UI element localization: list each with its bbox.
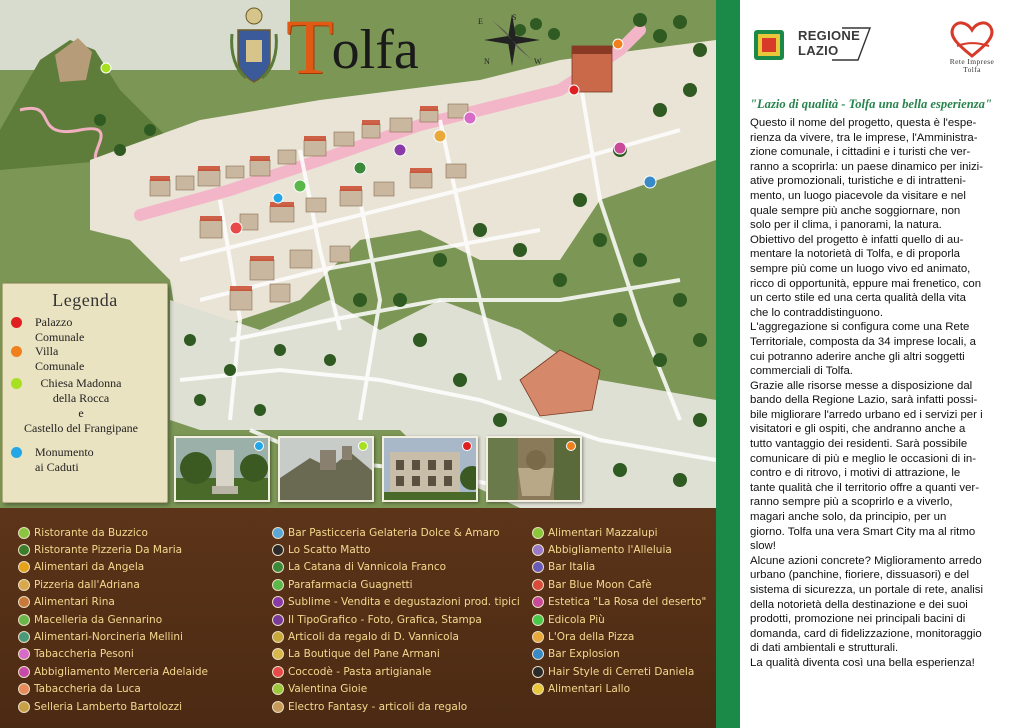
business-name: Selleria Lamberto Bartolozzi bbox=[34, 700, 183, 713]
business-name: Bar Explosion bbox=[548, 648, 620, 661]
regione-lazio-logo[interactable] bbox=[752, 26, 876, 62]
article-line: sistema di sicurezza, un portale di rete, analisi bbox=[750, 584, 983, 596]
rete-name-line1: Rete Imprese bbox=[949, 57, 995, 66]
green-divider-bar bbox=[716, 0, 740, 728]
legend-title: Legenda bbox=[52, 290, 118, 310]
tolfa-crest-icon bbox=[228, 4, 280, 86]
business-category-icon bbox=[272, 544, 284, 556]
business-name: Tabaccheria Pesoni bbox=[34, 648, 134, 661]
business-item[interactable] bbox=[532, 628, 706, 645]
article-line: bando della Regione Lazio, sarà infatti possi- bbox=[750, 394, 978, 407]
business-item[interactable] bbox=[18, 594, 208, 611]
business-name: L'Ora della Pizza bbox=[548, 631, 635, 644]
legend-label-line: Villa Comunale bbox=[35, 344, 85, 373]
business-name: Parafarmacia Guagnetti bbox=[288, 578, 413, 591]
business-category-icon bbox=[532, 527, 544, 539]
business-category-icon bbox=[18, 544, 30, 556]
business-category-icon bbox=[272, 579, 284, 591]
business-name: Pizzeria dall'Adriana bbox=[34, 578, 140, 591]
article-line: contro e di ritrovo, i motivi di attrazione, le bbox=[750, 467, 961, 480]
business-category-icon bbox=[272, 701, 284, 713]
article-line: rienza da vivere, tra le imprese, l'Amministra- bbox=[750, 131, 978, 144]
article-line: visitatori e gli ospiti, che andranno anche a bbox=[750, 423, 966, 436]
business-name: Lo Scatto Matto bbox=[288, 544, 371, 557]
business-item[interactable] bbox=[18, 541, 208, 558]
business-name: Sublime - Vendita e degustazioni prod. tipici bbox=[288, 596, 520, 609]
article-line: mento, un luogo piacevole da visitare e nel bbox=[750, 189, 966, 202]
business-item[interactable] bbox=[18, 681, 208, 698]
photo-villa[interactable] bbox=[486, 436, 582, 502]
business-item[interactable] bbox=[272, 663, 520, 680]
business-item[interactable] bbox=[532, 541, 706, 558]
business-category-icon bbox=[18, 614, 30, 626]
business-name: Edicola Più bbox=[548, 613, 605, 626]
business-name: Bar Blue Moon Cafè bbox=[548, 578, 652, 591]
business-item[interactable] bbox=[18, 646, 208, 663]
business-category-icon bbox=[18, 561, 30, 573]
business-category-icon bbox=[272, 666, 284, 678]
business-item[interactable] bbox=[18, 628, 208, 645]
legend-color-dot bbox=[11, 317, 22, 328]
business-category-icon bbox=[18, 701, 30, 713]
business-name: Alimentari-Norcineria Mellini bbox=[34, 631, 183, 644]
business-category-icon bbox=[18, 648, 30, 660]
article-quote: "Lazio di qualità - Tolfa una bella esperienza" bbox=[750, 97, 992, 111]
article-line: Alcune azioni concrete? Miglioramento arredo bbox=[750, 554, 982, 567]
rete-name bbox=[938, 58, 1006, 74]
business-category-icon bbox=[18, 666, 30, 678]
photo-marker-dot bbox=[254, 441, 264, 451]
photo-palazzo[interactable] bbox=[382, 436, 478, 502]
info-panel bbox=[740, 0, 1024, 728]
business-column-1 bbox=[18, 524, 208, 715]
photo-rocca[interactable] bbox=[278, 436, 374, 502]
business-category-icon bbox=[18, 596, 30, 608]
article-line: mentare la notorietà di Tolfa, e di proporla bbox=[750, 248, 961, 261]
article-line: comunicare di più e meglio le occasioni di in- bbox=[750, 452, 977, 465]
business-item[interactable] bbox=[272, 524, 520, 541]
business-name: La Catana di Vannicola Franco bbox=[288, 561, 447, 574]
business-name: Alimentari da Angela bbox=[34, 561, 145, 574]
article-line: giorno. Tolfa una vera Smart City ma al ritmo bbox=[750, 525, 976, 538]
legend-label bbox=[35, 315, 84, 345]
article-line: magari anche solo, da principio, per un bbox=[750, 511, 947, 524]
business-category-icon bbox=[18, 579, 30, 591]
business-category-icon bbox=[532, 666, 544, 678]
business-category-icon bbox=[532, 648, 544, 660]
business-category-icon bbox=[532, 631, 544, 643]
business-name: Electro Fantasy - articoli da regalo bbox=[288, 700, 468, 713]
article-line: bile migliorare l'arredo urbano ed i servizi per i bbox=[750, 408, 983, 421]
business-name: La Boutique del Pane Armani bbox=[288, 648, 440, 661]
business-name: Macelleria da Gennarino bbox=[34, 613, 163, 626]
business-name: Alimentari Lallo bbox=[548, 683, 631, 696]
compass-rose-icon bbox=[476, 10, 548, 70]
legend-label bbox=[11, 376, 151, 436]
regione-line2: LAZIO bbox=[798, 43, 839, 58]
article-line: La qualità diventa così una bella esperienza! bbox=[750, 656, 975, 669]
business-item[interactable] bbox=[532, 524, 706, 541]
legend-label-line: Palazzo Comunale bbox=[35, 315, 85, 344]
article-line: che lo contraddistinguono. bbox=[750, 306, 883, 319]
business-item[interactable] bbox=[272, 594, 520, 611]
article-line: Obiettivo del progetto è infatti quello di au- bbox=[750, 233, 964, 246]
article-line: Territoriale, composta da 34 imprese locali, a bbox=[750, 335, 977, 348]
rete-imprese-logo[interactable] bbox=[938, 18, 1006, 84]
legend-label-line: della Rocca bbox=[52, 391, 110, 405]
business-category-icon bbox=[272, 596, 284, 608]
business-name: Alimentari Mazzalupi bbox=[548, 526, 658, 539]
map-legend bbox=[2, 283, 168, 503]
business-name: Hair Style di Cerreti Daniela bbox=[548, 665, 695, 678]
business-name: Ristorante Pizzeria Da Maria bbox=[34, 544, 183, 557]
article-line: tutto vantaggio dei residenti. Sarà possibile bbox=[750, 438, 968, 451]
business-item[interactable] bbox=[272, 698, 520, 715]
business-category-icon bbox=[272, 683, 284, 695]
article-line: domanda, card di fidelizzazione, monitoraggio bbox=[750, 627, 982, 640]
business-item[interactable] bbox=[272, 576, 520, 593]
article-line: Questo il nome del progetto, questa è l'espe- bbox=[750, 117, 977, 129]
business-item[interactable] bbox=[532, 681, 706, 698]
business-item[interactable] bbox=[532, 611, 706, 628]
compass-s: S bbox=[512, 13, 517, 22]
map-title bbox=[286, 3, 419, 90]
article-line: quale sempre più anche soggiornare, non bbox=[750, 204, 961, 217]
business-name: Tabaccheria da Luca bbox=[34, 683, 141, 696]
legend-color-dot bbox=[11, 447, 22, 458]
article-line: ranno a scoprirla: un paese dinamico per inizi- bbox=[750, 160, 983, 173]
article-line: ricco di opportunità, eppure mai frenetico, con bbox=[750, 277, 982, 290]
article-line: commerciali di Tolfa. bbox=[750, 365, 853, 378]
business-name: Articoli da regalo di D. Vannicola bbox=[288, 631, 459, 644]
business-item[interactable] bbox=[18, 663, 208, 680]
business-name: Alimentari Rina bbox=[34, 596, 115, 609]
photo-marker-dot bbox=[358, 441, 368, 451]
business-item[interactable] bbox=[18, 576, 208, 593]
business-category-icon bbox=[532, 561, 544, 573]
heart-logo-icon bbox=[947, 18, 997, 58]
article-line: prodotti, promozione nei principali bacini di bbox=[750, 613, 966, 626]
business-category-icon bbox=[272, 614, 284, 626]
business-category-icon bbox=[272, 527, 284, 539]
photo-marker-dot bbox=[566, 441, 576, 451]
business-category-icon bbox=[272, 561, 284, 573]
legend-label-line: Monumento ai Caduti bbox=[35, 445, 94, 474]
article-line: urbano (panchine, fioriere, dissuasori) e del bbox=[750, 569, 970, 582]
business-category-icon bbox=[272, 648, 284, 660]
article-line: tante qualità che il territorio offre a quanti ver- bbox=[750, 481, 979, 494]
business-column-2 bbox=[272, 524, 520, 715]
regione-emblem-icon bbox=[752, 26, 788, 62]
business-category-icon bbox=[532, 579, 544, 591]
legend-label-line: Castello del Frangipane bbox=[24, 421, 138, 435]
article-line: Grazie alle risorse messe a disposizione dal bbox=[750, 379, 973, 392]
article-line: di dati ambientali e strutturali. bbox=[750, 642, 899, 655]
business-item[interactable] bbox=[18, 611, 208, 628]
article-line: L'aggregazione si configura come una Rete bbox=[750, 321, 970, 334]
compass-w: W bbox=[534, 57, 542, 66]
compass-e: E bbox=[478, 17, 483, 26]
article-line: sempre più come un luogo vivo ed animato, bbox=[750, 262, 971, 275]
business-item[interactable] bbox=[532, 663, 706, 680]
article-line: slow! bbox=[750, 540, 776, 553]
business-item[interactable] bbox=[18, 698, 208, 715]
photo-marker-dot bbox=[462, 441, 472, 451]
business-category-icon bbox=[532, 614, 544, 626]
business-column-3 bbox=[532, 524, 706, 698]
article-line: un certo stile ed una certa qualità della vita bbox=[750, 292, 966, 305]
business-item[interactable] bbox=[272, 611, 520, 628]
photo-monumento[interactable] bbox=[174, 436, 270, 502]
legend-label bbox=[35, 445, 94, 475]
business-category-icon bbox=[272, 631, 284, 643]
compass-n: N bbox=[484, 57, 490, 66]
legend-color-dot bbox=[11, 346, 22, 357]
title-rest: olfa bbox=[331, 19, 419, 81]
business-list bbox=[0, 508, 716, 728]
article-line: della notorietà della destinazione e dei suoi bbox=[750, 598, 968, 611]
business-category-icon bbox=[532, 683, 544, 695]
business-item[interactable] bbox=[532, 559, 706, 576]
business-item[interactable] bbox=[272, 541, 520, 558]
business-item[interactable] bbox=[272, 681, 520, 698]
legend-label bbox=[35, 344, 84, 374]
article-line: ative promozionali, turistiche e di intratteni- bbox=[750, 175, 966, 188]
business-name: Bar Italia bbox=[548, 561, 596, 574]
business-item[interactable] bbox=[532, 594, 706, 611]
business-item[interactable] bbox=[18, 559, 208, 576]
business-item[interactable] bbox=[532, 646, 706, 663]
business-item[interactable] bbox=[18, 524, 208, 541]
business-item[interactable] bbox=[272, 628, 520, 645]
town-map[interactable] bbox=[0, 0, 716, 508]
business-name: Coccodè - Pasta artigianale bbox=[288, 665, 432, 678]
business-category-icon bbox=[532, 544, 544, 556]
business-item[interactable] bbox=[532, 576, 706, 593]
regione-line1: REGIONE bbox=[798, 28, 861, 43]
business-item[interactable] bbox=[272, 559, 520, 576]
article-line: zione comunale, i cittadini e i turisti che ver- bbox=[750, 146, 971, 159]
article-line: cui potranno aderire anche gli altri soggetti bbox=[750, 350, 965, 363]
business-name: Abbigliamento l'Alleluia bbox=[548, 544, 672, 557]
business-category-icon bbox=[18, 683, 30, 695]
article-body bbox=[750, 116, 1022, 671]
business-name: Abbigliamento Merceria Adelaide bbox=[34, 665, 208, 678]
regione-swoosh-icon bbox=[802, 26, 872, 62]
business-name: Ristorante da Buzzico bbox=[34, 526, 148, 539]
business-category-icon bbox=[532, 596, 544, 608]
business-name: Il TipoGrafico - Foto, Grafica, Stampa bbox=[288, 613, 482, 626]
article-line: solo per il clima, i panorami, la natura. bbox=[750, 219, 942, 232]
rete-name-line2: Tolfa bbox=[963, 65, 981, 74]
article-line: ranno sempre più a scoprirlo e a viverlo, bbox=[750, 496, 953, 509]
business-name: Valentina Gioie bbox=[288, 683, 368, 696]
title-initial: T bbox=[286, 3, 334, 90]
business-category-icon bbox=[18, 631, 30, 643]
business-name: Estetica "La Rosa del deserto" bbox=[548, 596, 707, 609]
legend-label-line: Chiesa Madonna bbox=[40, 376, 122, 390]
legend-label-line: e bbox=[78, 406, 84, 420]
business-item[interactable] bbox=[272, 646, 520, 663]
business-category-icon bbox=[18, 527, 30, 539]
business-name: Bar Pasticceria Gelateria Dolce & Amaro bbox=[288, 526, 500, 539]
